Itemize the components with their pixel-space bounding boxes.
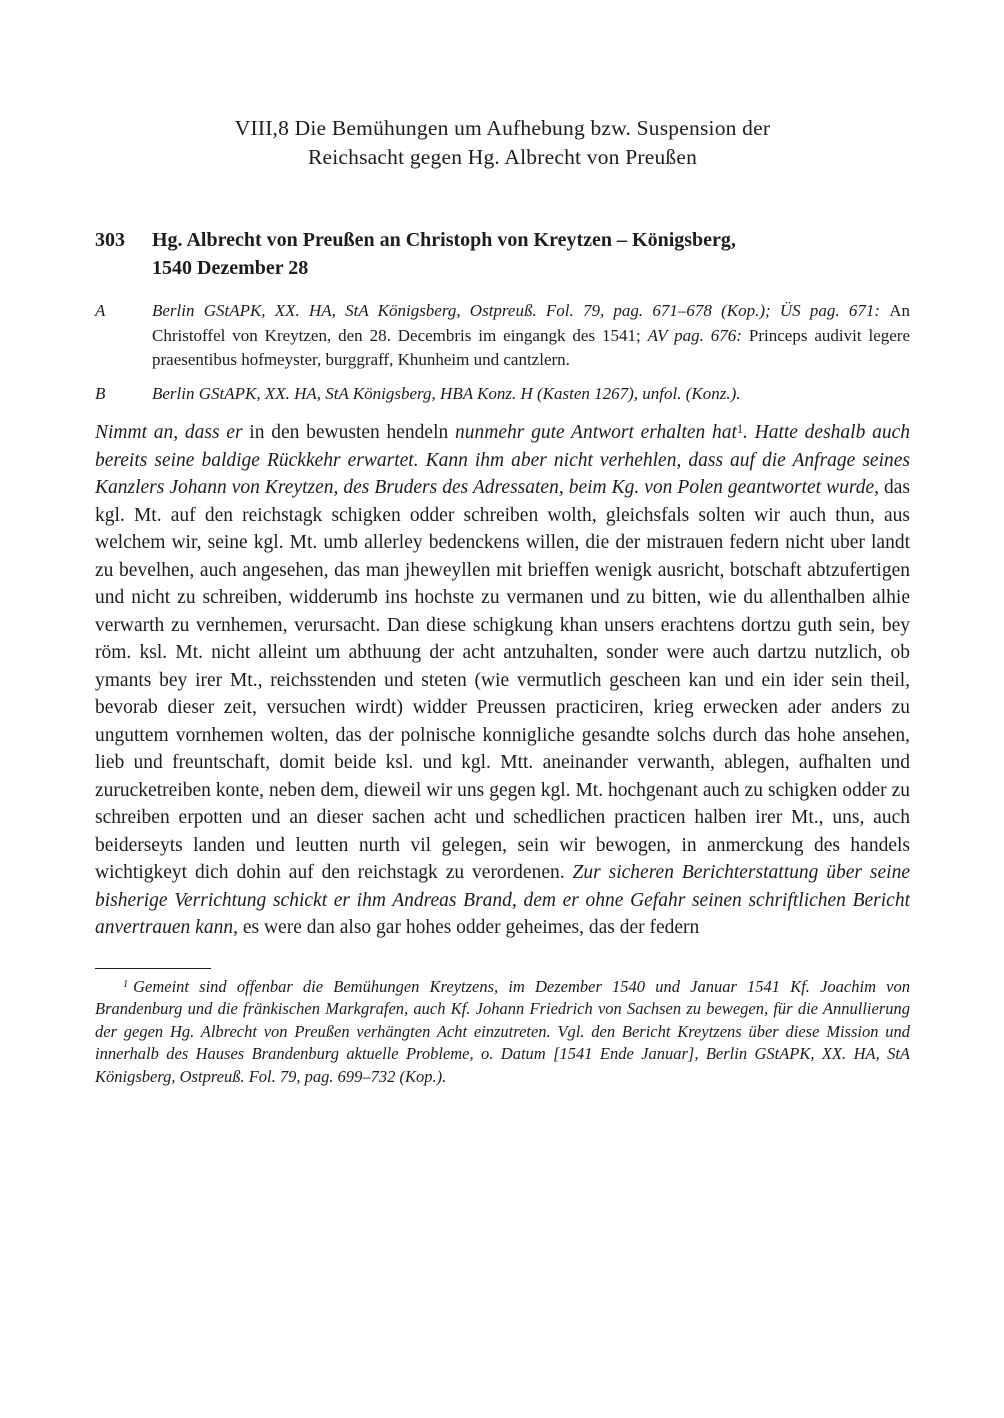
source-text-a: Berlin GStAPK, XX. HA, StA Königsberg, Ostpreuß. Fol. 79, pag. 671–678 (Kop.); ÜS pag. 671: An Christoffel von Kreytzen, den 28. Decembris im eingangk des 1541; AV pag. 676: Princeps audivit legere praesentibus hofmeyster, burggraff, Khunheim und cantzlern. <box>152 301 910 369</box>
footnote-1 <box>95 976 910 1089</box>
source-entry-b <box>95 382 910 407</box>
source-text-b: Berlin GStAPK, XX. HA, StA Königsberg, HBA Konz. H (Kasten 1267), unfol. (Konz.). <box>152 383 741 403</box>
document-title <box>152 226 910 282</box>
chapter-heading-line2: Reichsacht gegen Hg. Albrecht von Preußen <box>307 145 698 169</box>
footnote-separator <box>95 968 211 969</box>
footnote-marker: 1 <box>123 978 129 990</box>
chapter-heading-line1: VIII,8 Die Bemühungen um Aufhebung bzw. Suspension der <box>234 116 771 140</box>
document-header <box>95 226 910 282</box>
source-label-a: A <box>95 301 106 320</box>
source-entry-a <box>95 299 910 373</box>
document-title-line2: 1540 Dezember 28 <box>152 257 309 279</box>
document-title-line1: Hg. Albrecht von Preußen an Christoph von Kreytzen – Königsberg, <box>152 229 736 251</box>
source-label-b: B <box>95 383 106 403</box>
document-number: 303 <box>95 229 125 251</box>
chapter-heading <box>95 114 910 172</box>
footnote-text: Gemeint sind offenbar die Bemühungen Kreytzens, im Dezember 1540 und Januar 1541 Kf. Joachim von Brandenburg und die fränkischen Markgrafen, auch Kf. Johann Friedrich von Sachsen zu bewegen, für die Annullierung der gegen Hg. Albrecht von Preußen verhängten Acht einzutreten. Vgl. den Bericht Kreytzens über diese Mission und innerhalb des Hauses Brandenburg aktuelle Probleme, o. Datum [1541 Ende Januar], Berlin GStAPK, XX. HA, StA Königsberg, Ostpreuß. Fol. 79, pag. 699–732 (Kop.). <box>95 976 910 1086</box>
document-body: Nimmt an, dass er in den bewusten hendeln nunmehr gute Antwort erhalten hat$^1$. Hatte deshalb auch bereits seine baldige Rückkehr erwartet. Kann ihm aber nicht verhehlen, dass auf die Anfrage seines Kanzlers Johann von Kreytzen, des Bruders des Adressaten, beim Kg. von Polen geantwortet wurde, das kgl. Mt. auf den reichstagk schigken odder schreiben wolth, gleichsfals solten wir auch thun, aus welchem wir, seine kgl. Mt. umb allerley bedenckens willen, die der mistrauen federn nicht uber landt zu bevelhen, auch angesehen, das man jheweyllen mit brieffen wenigk ausricht, botschaft abtzufertigen und nicht zu schreiben, widderumb ins hochste zu vermanen und zu bitten, wie du allenthalben alhie verwarth zu vernhemen, verursacht. Dan diese schigkung khan unsers erachtens dortzu guth sein, bey röm. ksl. Mt. nicht alleint um abthuung der acht antzuhalten, sonder were auch dartzu nutzlich, ob ymants bey irer Mt., reichsstenden und steten (wie vermutlich gescheen kan und ein ider sein theil, bevorab dieser zeit, versuchen wirdt) widder Preussen practiciren, krieg erwecken ader anders zu unguttem vornhemen wolten, das der polnische konnigliche gesandte solchs durch das hohe ansehen, lieb und freuntschaft, domit beide ksl. und kgl. Mtt. aneinander verwanth, ablegen, aufhalten und zurucketreiben konte, neben dem, dieweil wir uns gegen kgl. Mt. hochgenant auch zu schigken odder zu schreiben erpotten und an dieser sachen acht und schedlichen practicen halben irer Mt., uns, auch beiderseyts landen und leutten nurth vil gelegen, sein wir bewogen, in anmerckung des handels wichtigkeyt dich dohin auf den reichstagk zu verordenen. Zur sicheren Berichterstattung über seine bisherige Verrichtung schickt er ihm Andreas Brand, dem er ohne Gefahr seinen schriftlichen Bericht anvertrauen kann, es were dan also gar hohes odder geheimes, das der federn <box>95 421 910 938</box>
